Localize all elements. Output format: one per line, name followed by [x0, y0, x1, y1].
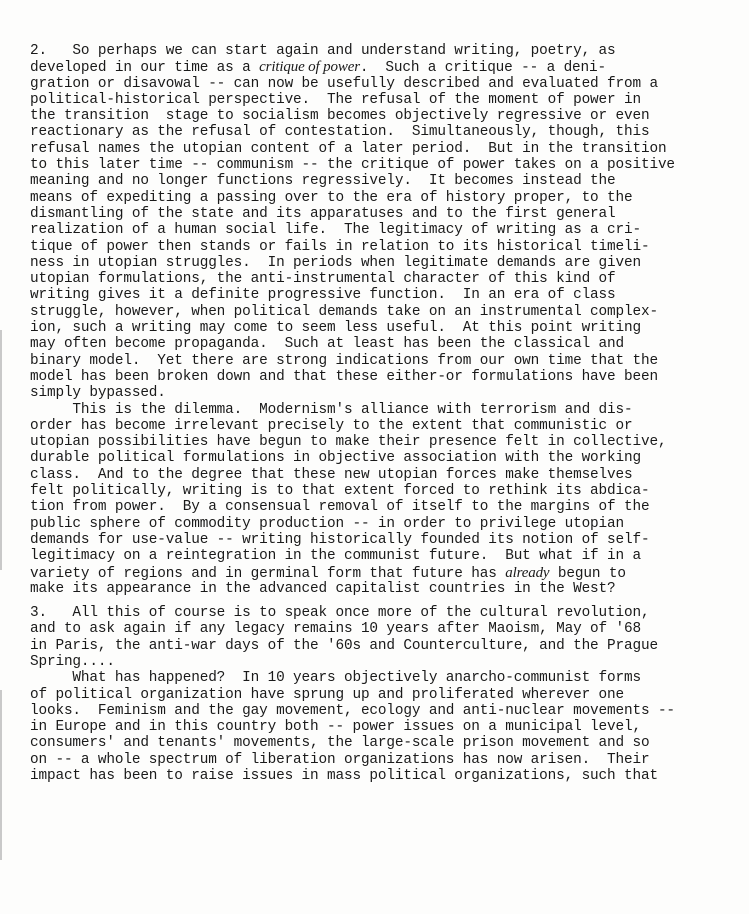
text-run: order has become irrelevant precisely to the extent that communistic or — [30, 417, 633, 434]
text-line — [30, 703, 735, 719]
text-run: political-historical perspective. The refusal of the moment of power in — [30, 91, 641, 108]
text-run: writing gives it a definite progressive function. In an era of class — [30, 287, 616, 304]
text-run: may often become propaganda. Such at least has been the classical and — [30, 336, 625, 353]
text-line — [30, 173, 735, 189]
text-run: begun to — [549, 565, 626, 582]
text-line — [30, 304, 735, 320]
text-run: utopian formulations, the anti-instrumental character of this kind of — [30, 271, 616, 288]
scan-edge-mark — [0, 330, 2, 570]
text-line — [30, 157, 735, 173]
text-run: means of expediting a passing over to the era of history proper, to the — [30, 189, 633, 206]
text-line — [30, 141, 735, 157]
text-line — [30, 59, 735, 75]
text-run: tion from power. By a consensual removal of itself to the margins of the — [30, 499, 650, 516]
text-line — [30, 190, 735, 206]
text-run: consumers' and tenants' movements, the large-scale prison movement and so — [30, 735, 650, 752]
text-line — [30, 418, 735, 434]
text-run: simply bypassed. — [30, 385, 166, 402]
text-run: on -- a whole spectrum of liberation organizations has now arisen. Their — [30, 751, 650, 768]
text-run: gration or disavowal -- can now be usefully described and evaluated from a — [30, 75, 658, 92]
text-run: demands for use-value -- writing historically founded its notion of self- — [30, 531, 650, 548]
text-line — [30, 402, 735, 418]
text-line — [30, 565, 735, 581]
text-run: felt politically, writing is to that extent forced to rethink its abdica- — [30, 483, 650, 500]
text-run: model has been broken down and that these either-or formulations have been — [30, 368, 658, 385]
text-run: binary model. Yet there are strong indications from our own time that the — [30, 352, 658, 369]
text-line — [30, 516, 735, 532]
text-line — [30, 581, 735, 597]
text-line — [30, 499, 735, 515]
text-run: of political organization have sprung up and proliferated wherever one — [30, 686, 625, 703]
text-line — [30, 654, 735, 670]
scan-edge-mark — [0, 690, 2, 860]
text-run: reactionary as the refusal of contestation. Simultaneously, though, this — [30, 124, 650, 141]
text-line — [30, 719, 735, 735]
text-line — [30, 768, 735, 784]
text-line — [30, 434, 735, 450]
text-line — [30, 385, 735, 401]
text-line — [30, 483, 735, 499]
text-line — [30, 255, 735, 271]
text-run: What has happened? In 10 years objectively anarcho-communist forms — [30, 670, 641, 687]
text-run: tique of power then stands or fails in relation to its historical timeli- — [30, 238, 650, 255]
text-run: variety of regions and in germinal form that future has — [30, 565, 506, 582]
text-line — [30, 222, 735, 238]
text-run: impact has been to raise issues in mass political organizations, such that — [30, 768, 658, 785]
text-run: the transition stage to socialism becomes objectively regressive or even — [30, 108, 650, 125]
text-run: refusal names the utopian content of a later period. But in the transition — [30, 140, 667, 157]
text-line — [30, 76, 735, 92]
text-run: dismantling of the state and its apparatuses and to the first general — [30, 205, 616, 222]
text-run: 2. So perhaps we can start again and understand writing, poetry, as — [30, 43, 616, 59]
text-run: class. And to the degree that these new utopian forces make themselves — [30, 466, 633, 483]
text-run: public sphere of commodity production -- in order to privilege utopian — [30, 515, 625, 532]
text-line — [30, 108, 735, 124]
text-run: to this later time -- communism -- the critique of power takes on a positive — [30, 157, 675, 174]
italic-text-run: already — [505, 564, 550, 581]
text-run: struggle, however, when political demands take on an instrumental complex- — [30, 303, 658, 320]
text-run: looks. Feminism and the gay movement, ecology and anti-nuclear movements -- — [30, 702, 675, 719]
text-run: ion, such a writing may come to seem less useful. At this point writing — [30, 320, 641, 337]
text-run: Spring.... — [30, 653, 115, 670]
text-line — [30, 43, 735, 59]
text-run: make its appearance in the advanced capitalist countries in the West? — [30, 580, 616, 597]
text-run: ness in utopian struggles. In periods when legitimate demands are given — [30, 254, 641, 271]
text-run: This is the dilemma. Modernism's alliance with terrorism and dis- — [30, 401, 633, 418]
text-line — [30, 124, 735, 140]
text-line — [30, 239, 735, 255]
text-line — [30, 450, 735, 466]
text-line — [30, 336, 735, 352]
text-line — [30, 92, 735, 108]
text-run: durable political formulations in objective association with the working — [30, 450, 641, 467]
text-line — [30, 687, 735, 703]
italic-text-run: critique of power — [259, 59, 360, 76]
text-line — [30, 621, 735, 637]
text-line — [30, 467, 735, 483]
text-line — [30, 353, 735, 369]
text-line — [30, 287, 735, 303]
text-line — [30, 369, 735, 385]
text-line — [30, 670, 735, 686]
text-line — [30, 206, 735, 222]
text-run: . Such a critique -- a deni- — [359, 60, 606, 77]
text-run: and to ask again if any legacy remains 10 years after Maoism, May of '68 — [30, 621, 641, 638]
text-line — [30, 320, 735, 336]
text-run: in Paris, the anti-war days of the '60s and Counterculture, and the Prague — [30, 637, 658, 654]
text-run: meaning and no longer functions regressively. It becomes instead the — [30, 173, 616, 190]
text-line — [30, 532, 735, 548]
text-run: utopian possibilities have begun to make their presence felt in collective, — [30, 434, 667, 451]
text-run: 3. All this of course is to speak once more of the cultural revolution, — [30, 605, 650, 622]
document-text — [30, 43, 735, 784]
text-line — [30, 638, 735, 654]
text-run: legitimacy on a reintegration in the communist future. But what if in a — [30, 548, 641, 565]
text-run: realization of a human social life. The legitimacy of writing as a cri- — [30, 222, 641, 239]
text-run: in Europe and in this country both -- power issues on a municipal level, — [30, 719, 641, 736]
text-line — [30, 735, 735, 751]
section-gap — [30, 597, 735, 605]
text-line — [30, 752, 735, 768]
text-line — [30, 271, 735, 287]
text-run: developed in our time as a — [30, 60, 260, 77]
text-line — [30, 605, 735, 621]
text-line — [30, 548, 735, 564]
